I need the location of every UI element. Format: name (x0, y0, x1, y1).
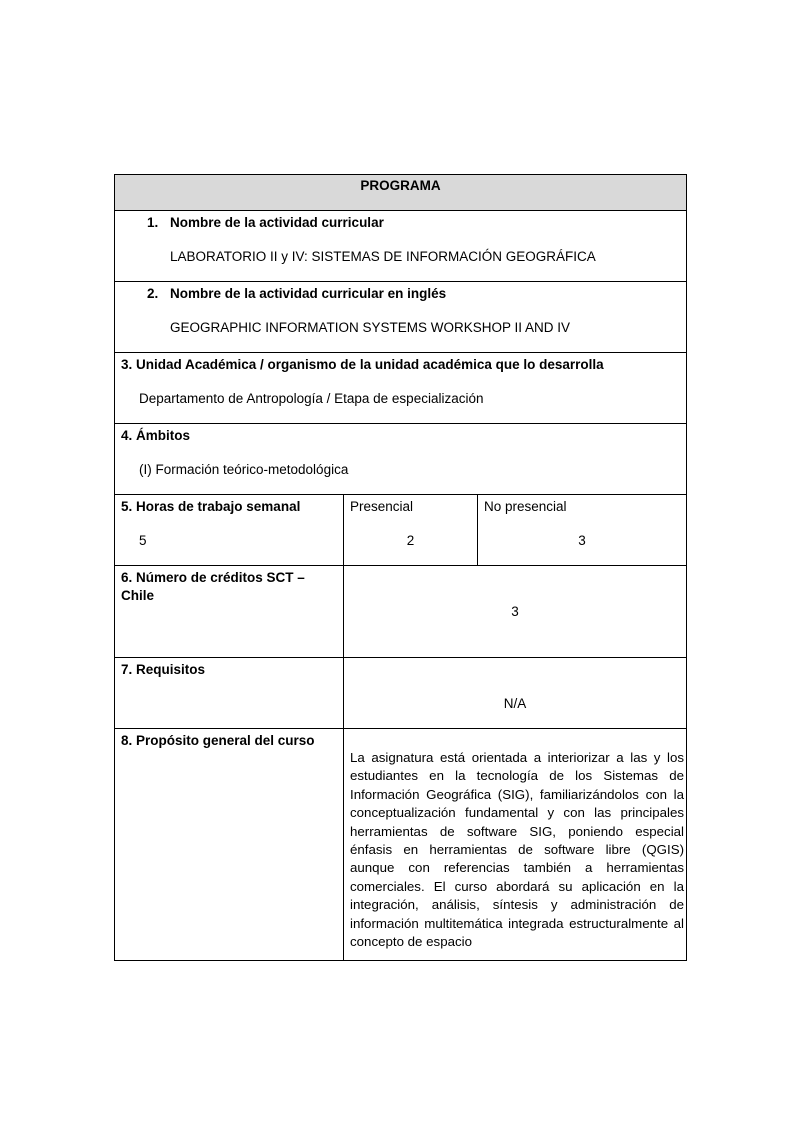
academic-unit: Departamento de Antropología / Etapa de especialización (139, 391, 484, 406)
hours-total: 5 (139, 533, 147, 548)
no-presencial-cell (478, 495, 687, 566)
scope-value: (I) Formación teórico-metodológica (139, 462, 349, 477)
hours-label-cell (115, 495, 344, 566)
activity-name-english: GEOGRAPHIC INFORMATION SYSTEMS WORKSHOP II AND IV (170, 320, 571, 335)
section-1-title (115, 211, 686, 232)
requirements-value-cell (344, 658, 687, 729)
purpose-value-cell (344, 729, 687, 961)
purpose-text: La asignatura está orientada a interiorizar a las y los estudiantes en la tecnología de los Sistemas de Información Geográfica (SIG), familiarizándolos con la conceptualización fundamental y con las principales herramientas de software SIG, poniendo especial énfasis en herramientas de software libre (QGIS) aunque con referencias también a herramientas comerciales. El curso abordará su aplicación en la integración, análisis, síntesis y administración de información multitemática integrada estructuralmente al concepto de espacio (350, 750, 685, 950)
presencial-cell (344, 495, 478, 566)
section-2-row (115, 282, 687, 353)
section-4-cell (115, 424, 687, 495)
purpose-label-cell (115, 729, 344, 961)
requirements-value: N/A (503, 696, 527, 711)
credits-label-cell (115, 566, 344, 658)
section-1-title-text: Nombre de la actividad curricular (170, 215, 384, 230)
section-3-cell (115, 353, 687, 424)
program-table (114, 174, 687, 961)
section-8-title: 8. Propósito general del curso (121, 733, 315, 748)
section-2-cell (115, 282, 687, 353)
section-3-title: 3. Unidad Académica / organismo de la unidad académica que lo desarrolla (121, 357, 604, 372)
activity-name: LABORATORIO II y IV: SISTEMAS DE INFORMACIÓN GEOGRÁFICA (170, 249, 596, 264)
section-1-row (115, 211, 687, 282)
section-6-row (115, 566, 687, 658)
section-8-row (115, 729, 687, 961)
no-presencial-value: 3 (578, 533, 586, 548)
credits-value-cell (344, 566, 687, 658)
section-7-title: 7. Requisitos (121, 662, 206, 677)
section-2-title-text: Nombre de la actividad curricular en inglés (170, 286, 447, 301)
section-2-number: 2. (147, 286, 159, 301)
section-2-title (115, 282, 686, 303)
section-4-row (115, 424, 687, 495)
credits-value: 3 (511, 604, 519, 619)
requirements-label-cell (115, 658, 344, 729)
section-7-row (115, 658, 687, 729)
presencial-value: 2 (406, 533, 415, 548)
no-presencial-label: No presencial (484, 499, 567, 514)
section-1-cell (115, 211, 687, 282)
section-5-row (115, 495, 687, 566)
section-6-title: 6. Número de créditos SCT – Chile (121, 570, 305, 603)
presencial-label: Presencial (350, 499, 414, 514)
section-1-number: 1. (147, 215, 159, 230)
section-4-title: 4. Ámbitos (121, 428, 191, 443)
section-3-row (115, 353, 687, 424)
program-header: PROGRAMA (115, 175, 687, 211)
section-5-title: 5. Horas de trabajo semanal (121, 499, 301, 514)
